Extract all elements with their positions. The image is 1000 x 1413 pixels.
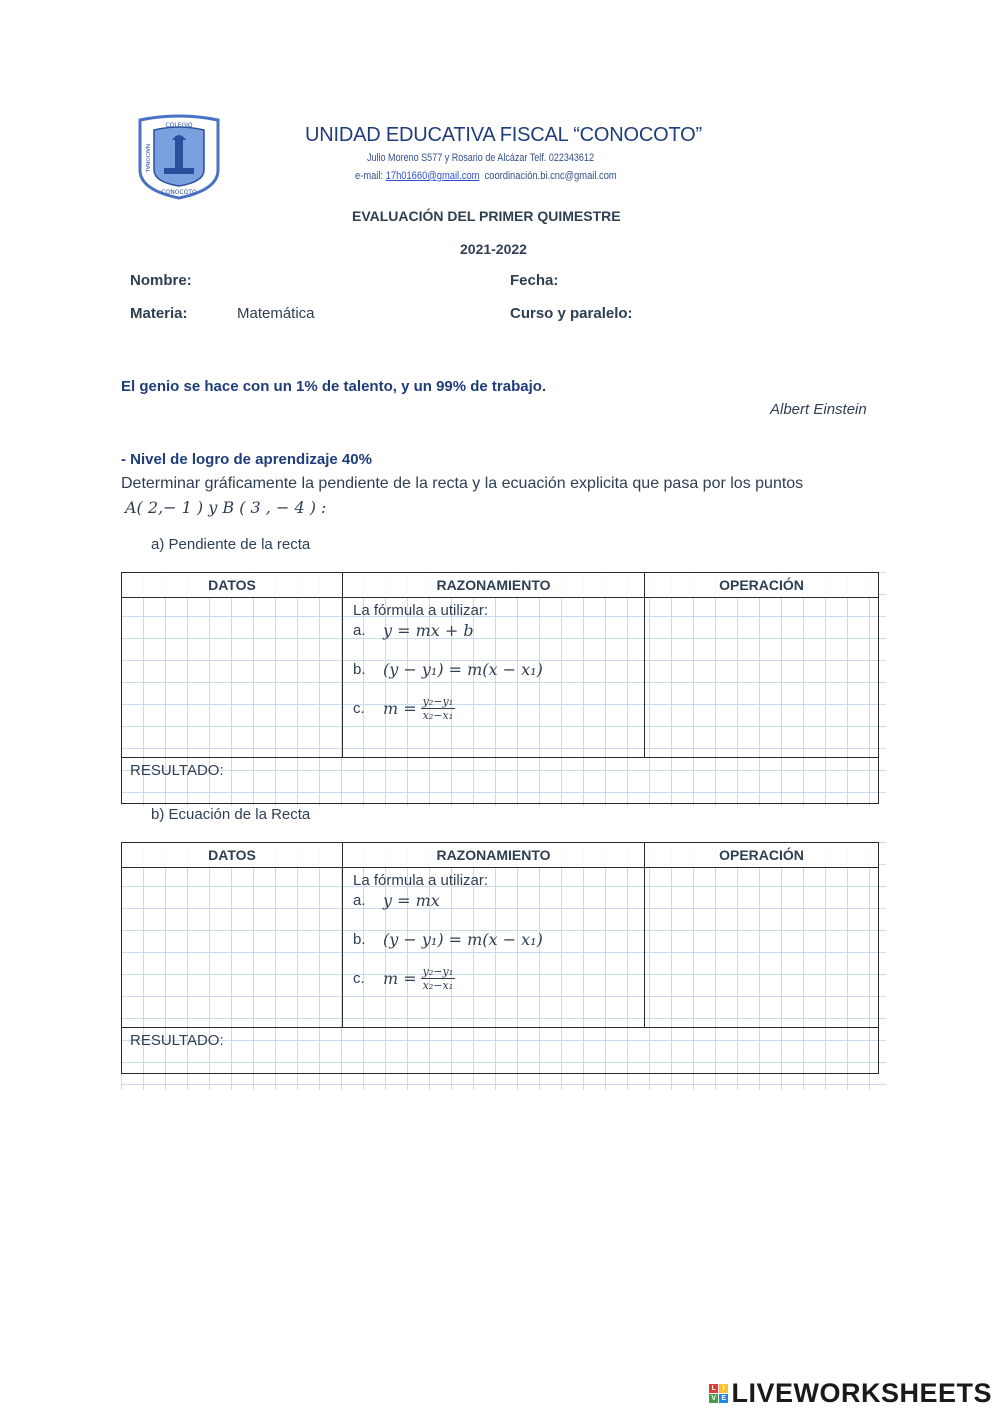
section-b-label: b) Ecuación de la Recta — [151, 806, 311, 823]
formula-letter: b. — [353, 931, 366, 948]
formula-letter: a. — [353, 622, 366, 639]
fraction-denominator: x₂−x₁ — [422, 979, 454, 992]
col-operacion: OPERACIÓN — [645, 573, 879, 598]
name-label: Nombre: — [130, 272, 192, 289]
formula-letter: b. — [353, 661, 366, 678]
achievement-level: - Nivel de logro de aprendizaje 40% — [121, 451, 372, 468]
section-a-label: a) Pendiente de la recta — [151, 536, 311, 553]
operacion-cell[interactable] — [645, 868, 879, 1028]
school-email-line — [355, 170, 617, 182]
formula-1: y = mx — [383, 891, 440, 910]
email-prefix: e-mail: — [355, 170, 384, 182]
col-razonamiento: RAZONAMIENTO — [343, 843, 645, 868]
subject-value: Matemática — [237, 305, 315, 322]
fraction-numerator: y₂−y₁ — [422, 965, 454, 978]
col-datos: DATOS — [122, 843, 343, 868]
date-label: Fecha: — [510, 272, 559, 289]
fraction-denominator: x₂−x₁ — [422, 709, 454, 722]
school-title: UNIDAD EDUCATIVA FISCAL “CONOCOTO” — [305, 124, 702, 146]
exam-title: EVALUACIÓN DEL PRIMER QUIMESTRE — [352, 208, 621, 224]
resultado-cell[interactable]: RESULTADO: — [122, 1028, 879, 1074]
razonamiento-cell — [343, 598, 645, 758]
liveworksheets-brand: LIVEWORKSHEETS — [731, 1378, 992, 1408]
section-b-table — [121, 842, 879, 1074]
formula-intro: La fórmula a utilizar: — [353, 602, 489, 619]
col-datos: DATOS — [122, 573, 343, 598]
formula-3-lhs: m = — [383, 969, 417, 988]
formula-3-lhs: m = — [383, 699, 417, 718]
resultado-cell[interactable]: RESULTADO: — [122, 758, 879, 804]
task-points: A( 2,− 1 ) y B ( 3 , − 4 ) : — [125, 498, 327, 517]
formula-3-fraction — [421, 965, 455, 992]
section-a-table — [121, 572, 879, 804]
logo-text-left: NACIONAL — [144, 144, 150, 173]
task-instruction: Determinar gráficamente la pendiente de la recta y la ecuación explicita que pasa por los puntos — [121, 475, 804, 492]
email-link[interactable]: 17h01660@gmail.com — [385, 170, 480, 182]
logo-text-bottom: CONOCOTO — [161, 189, 197, 196]
exam-year: 2021-2022 — [460, 241, 527, 257]
col-operacion: OPERACIÓN — [645, 843, 879, 868]
liveworksheets-watermark — [709, 1378, 992, 1409]
formula-letter: c. — [353, 700, 365, 717]
datos-cell[interactable] — [122, 598, 343, 758]
subject-label: Materia: — [130, 305, 188, 322]
course-label: Curso y paralelo: — [510, 305, 633, 322]
formula-1: y = mx + b — [383, 621, 474, 640]
school-logo — [134, 114, 224, 200]
formula-letter: a. — [353, 892, 366, 909]
razonamiento-cell — [343, 868, 645, 1028]
email-secondary: coordinación.bi.cnc@gmail.com — [484, 170, 617, 182]
datos-cell[interactable] — [122, 868, 343, 1028]
formula-3-fraction — [421, 695, 455, 722]
fraction-numerator: y₂−y₁ — [422, 695, 454, 708]
liveworksheets-logo-icon: L I V E — [711, 1385, 727, 1402]
formula-2: (y − y₁) = m(x − x₁) — [383, 660, 543, 679]
school-address: Julio Moreno S577 y Rosario de Alcázar Telf. 022343612 — [367, 152, 594, 164]
formula-intro: La fórmula a utilizar: — [353, 872, 489, 889]
quote-author: Albert Einstein — [770, 401, 867, 418]
operacion-cell[interactable] — [645, 598, 879, 758]
quote-text: El genio se hace con un 1% de talento, y un 99% de trabajo. — [121, 378, 547, 395]
formula-letter: c. — [353, 970, 365, 987]
col-razonamiento: RAZONAMIENTO — [343, 573, 645, 598]
logo-text-top: COLEGIO — [165, 122, 193, 129]
formula-2: (y − y₁) = m(x − x₁) — [383, 930, 543, 949]
